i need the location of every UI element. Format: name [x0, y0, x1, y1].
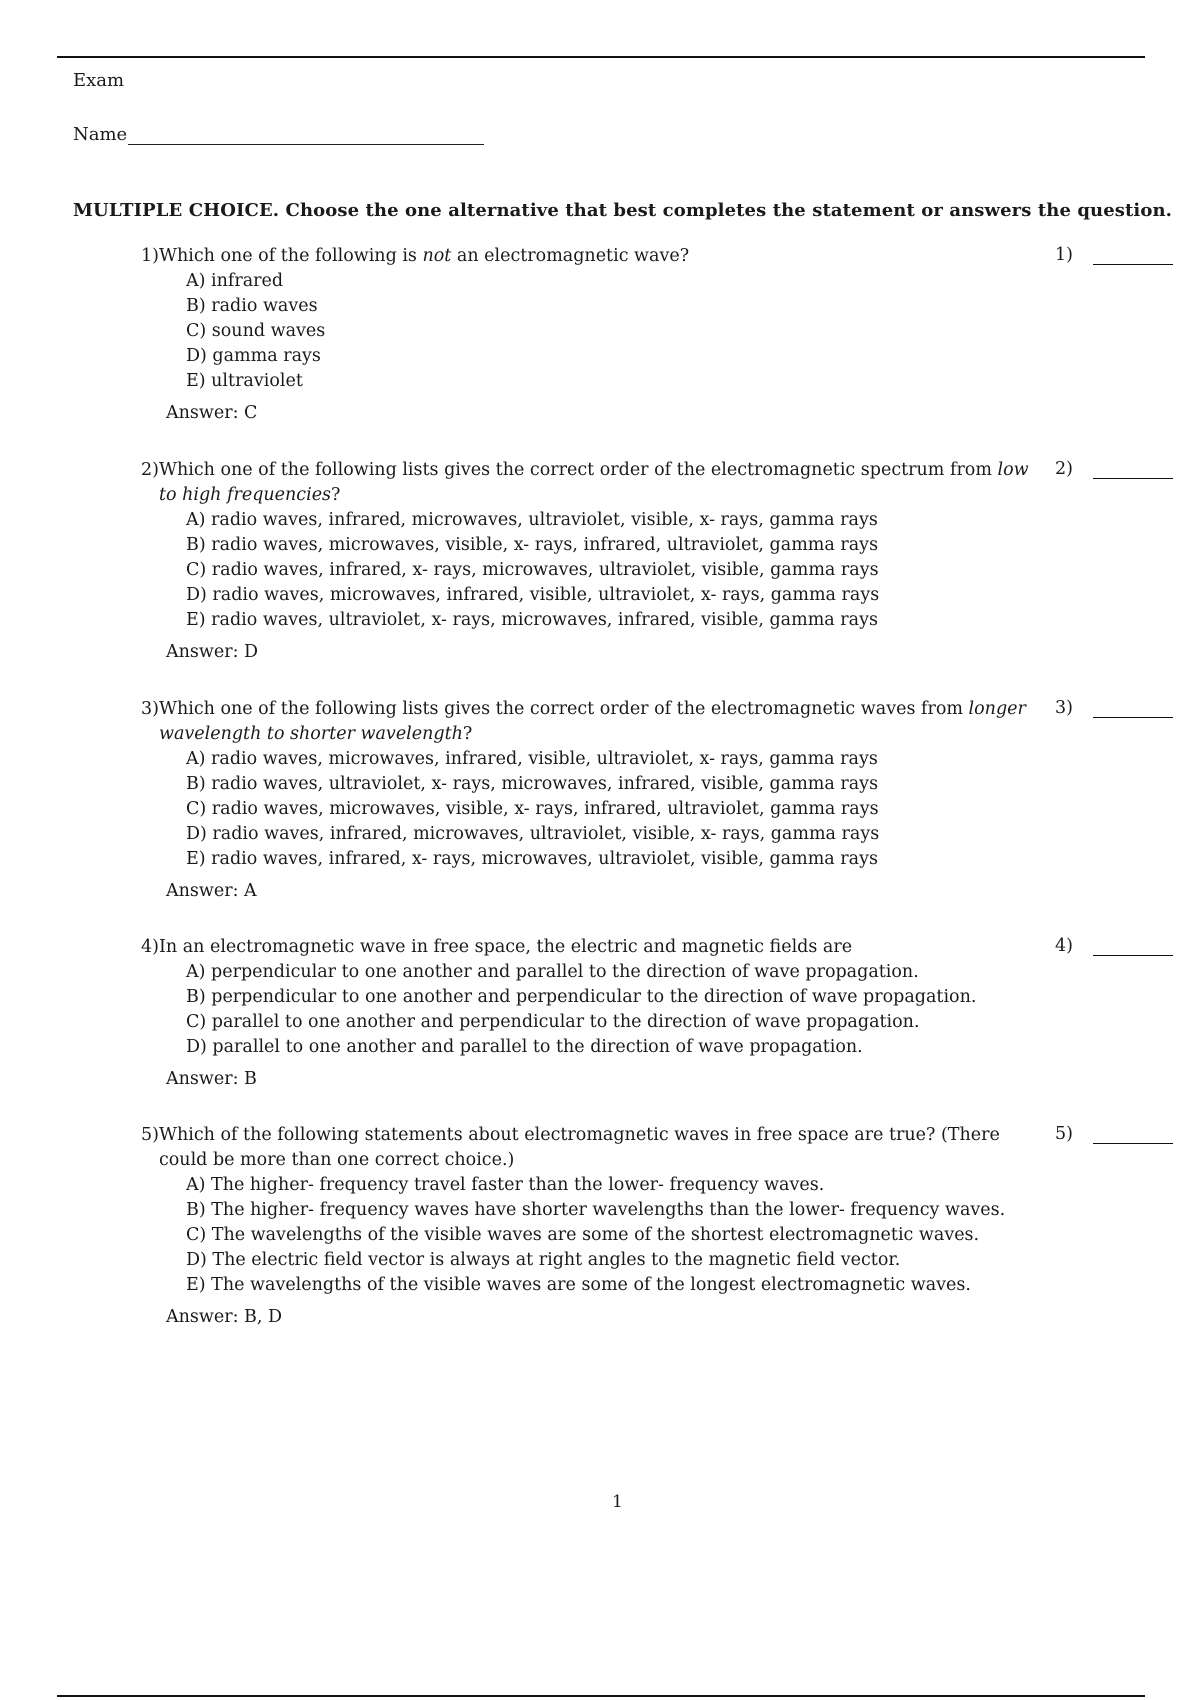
name-label: Name: [73, 124, 128, 145]
choice-list: [186, 960, 1031, 1060]
choice-c: C) parallel to one another and perpendicular to the direction of wave propagation.: [186, 1012, 920, 1032]
answer-key: Answer: A: [166, 881, 257, 901]
name-field: [73, 124, 484, 145]
question-2: [141, 458, 1031, 665]
answer-blank-1: [1055, 244, 1173, 265]
question-text: Which one of the following lists gives the correct order of the electromagnetic waves from longer wavelength to shorter wavelength?: [158, 699, 1026, 744]
instructions: MULTIPLE CHOICE. Choose the one alternative that best completes the statement or answers the question.: [73, 200, 1173, 221]
choice-d: D) parallel to one another and parallel to the direction of wave propagation.: [186, 1037, 863, 1057]
question-number: 3): [141, 699, 159, 719]
choice-a: A) radio waves, microwaves, infrared, visible, ultraviolet, x- rays, gamma rays: [186, 749, 878, 769]
question-text: Which one of the following lists gives the correct order of the electromagnetic spectrum from low to high frequencies?: [158, 460, 1029, 505]
choice-e: E) The wavelengths of the visible waves are some of the longest electromagnetic waves.: [186, 1275, 971, 1295]
question-text: In an electromagnetic wave in free space, the electric and magnetic fields are: [158, 937, 853, 957]
choice-e: E) ultraviolet: [186, 371, 303, 391]
choice-a: A) The higher- frequency travel faster than the lower- frequency waves.: [186, 1175, 825, 1195]
choice-c: C) radio waves, infrared, x- rays, microwaves, ultraviolet, visible, gamma rays: [186, 560, 879, 580]
choice-d: D) The electric field vector is always at right angles to the magnetic field vector.: [186, 1250, 901, 1270]
exam-label: Exam: [73, 70, 125, 91]
answer-key: Answer: C: [166, 403, 258, 423]
choice-c: C) sound waves: [186, 321, 326, 341]
choice-e: E) radio waves, ultraviolet, x- rays, microwaves, infrared, visible, gamma rays: [186, 610, 878, 630]
answer-key: Answer: B, D: [166, 1307, 283, 1327]
question-5: [141, 1123, 1031, 1330]
question-text: Which of the following statements about electromagnetic waves in free space are true? (There could be more than one correct choice.): [158, 1125, 1000, 1170]
choice-list: [186, 1173, 1031, 1298]
answer-blank-number: 3): [1055, 698, 1073, 718]
question-number: 5): [141, 1125, 159, 1145]
answer-blank-line: [1093, 697, 1173, 718]
choice-d: D) gamma rays: [186, 346, 321, 366]
bottom-rule: [57, 1695, 1145, 1697]
page-number: 1: [612, 1492, 623, 1512]
answer-blank-line: [1093, 935, 1173, 956]
question-1: [141, 244, 1031, 426]
question-number: 1): [141, 246, 159, 266]
answer-blank-5: [1055, 1123, 1173, 1144]
choice-c: C) The wavelengths of the visible waves are some of the shortest electromagnetic waves.: [186, 1225, 980, 1245]
choice-b: B) radio waves, microwaves, visible, x- rays, infrared, ultraviolet, gamma rays: [186, 535, 879, 555]
question-number: 4): [141, 937, 159, 957]
question-number: 2): [141, 460, 159, 480]
answer-key: Answer: D: [166, 642, 259, 662]
choice-a: A) radio waves, infrared, microwaves, ultraviolet, visible, x- rays, gamma rays: [186, 510, 878, 530]
choice-b: B) The higher- frequency waves have shorter wavelengths than the lower- frequency waves.: [186, 1200, 1006, 1220]
choice-b: B) perpendicular to one another and perpendicular to the direction of wave propagation.: [186, 987, 977, 1007]
choice-a: A) infrared: [186, 271, 284, 291]
answer-key: Answer: B: [166, 1069, 257, 1089]
choice-list: [186, 508, 1031, 633]
question-3: [141, 697, 1031, 904]
name-blank-line: [128, 126, 484, 145]
answer-blank-4: [1055, 935, 1173, 956]
answer-blank-line: [1093, 244, 1173, 265]
answer-blank-number: 5): [1055, 1124, 1073, 1144]
choice-d: D) radio waves, microwaves, infrared, visible, ultraviolet, x- rays, gamma rays: [186, 585, 880, 605]
choice-list: [186, 747, 1031, 872]
choice-a: A) perpendicular to one another and parallel to the direction of wave propagation.: [186, 962, 919, 982]
choice-b: B) radio waves, ultraviolet, x- rays, microwaves, infrared, visible, gamma rays: [186, 774, 879, 794]
answer-blank-2: [1055, 458, 1173, 479]
answer-blank-3: [1055, 697, 1173, 718]
choice-e: E) radio waves, infrared, x- rays, microwaves, ultraviolet, visible, gamma rays: [186, 849, 878, 869]
answer-blank-number: 2): [1055, 459, 1073, 479]
answer-blank-number: 1): [1055, 245, 1073, 265]
choice-c: C) radio waves, microwaves, visible, x- rays, infrared, ultraviolet, gamma rays: [186, 799, 879, 819]
question-text: Which one of the following is not an electromagnetic wave?: [158, 246, 690, 266]
answer-blank-number: 4): [1055, 936, 1073, 956]
question-4: [141, 935, 1031, 1092]
answer-blank-line: [1093, 1123, 1173, 1144]
choice-b: B) radio waves: [186, 296, 318, 316]
choice-d: D) radio waves, infrared, microwaves, ultraviolet, visible, x- rays, gamma rays: [186, 824, 880, 844]
answer-blank-line: [1093, 458, 1173, 479]
top-rule: [57, 56, 1145, 58]
choice-list: [186, 269, 1031, 394]
